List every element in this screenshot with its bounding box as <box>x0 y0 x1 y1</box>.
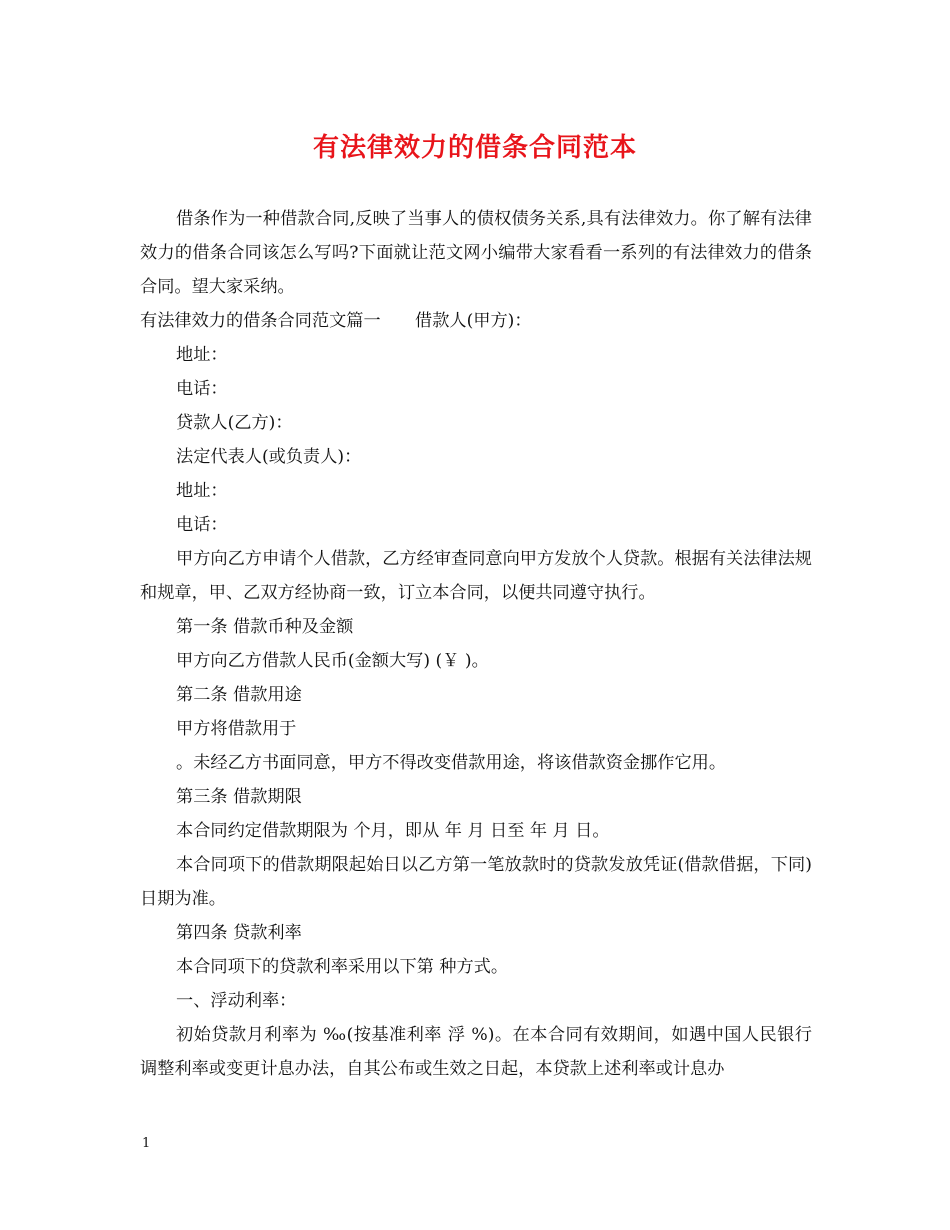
page-number: 1 <box>142 1136 151 1151</box>
lender-name: 贷款人(乙方)： <box>176 413 293 433</box>
article-3-text-2: 本合同项下的借款期限起始日以乙方第一笔放款时的贷款发放凭证(借款借据，下同)日期为准。 <box>140 855 812 909</box>
article-4-text-2: 初始贷款月利率为 ‰(按基准利率 浮 %)。在本合同有效期间，如遇中国人民银行调整利率或变更计息办法，自其公布或生效之日起，本贷款上述利率或计息办 <box>140 1025 812 1079</box>
article-4-title: 第四条 贷款利率 <box>176 923 302 943</box>
article-2-text-1: 甲方将借款用于 <box>176 719 297 739</box>
document-body <box>140 202 812 1086</box>
section-heading: 有法律效力的借条合同范文篇一 借款人(甲方)： <box>140 311 532 331</box>
borrower-address: 地址： <box>176 345 228 365</box>
article-2-text-2: 。未经乙方书面同意，甲方不得改变借款用途，将该借款资金挪作它用。 <box>176 753 727 773</box>
legal-representative: 法定代表人(或负责人)： <box>176 447 362 467</box>
intro-paragraph: 借条作为一种借款合同,反映了当事人的债权债务关系,具有法律效力。你了解有法律效力的借条合同该怎么写吗?下面就让范文网小编带大家看看一系列的有法律效力的借条合同。望大家采纳。 <box>140 209 812 297</box>
lender-address: 地址： <box>176 481 228 501</box>
lender-phone: 电话： <box>176 515 228 535</box>
document-title: 有法律效力的借条合同范本 <box>312 133 637 163</box>
article-3-title: 第三条 借款期限 <box>176 787 302 807</box>
article-2-title: 第二条 借款用途 <box>176 685 302 705</box>
article-1-title: 第一条 借款币种及金额 <box>176 617 354 637</box>
article-1-text: 甲方向乙方借款人民币(金额大写) (￥ )。 <box>176 651 489 671</box>
article-4-text-1: 本合同项下的贷款利率采用以下第 种方式。 <box>176 957 509 977</box>
article-3-text-1: 本合同约定借款期限为 个月，即从 年 月 日至 年 月 日。 <box>176 821 610 841</box>
article-4-subheading: 一、浮动利率： <box>176 991 297 1011</box>
borrower-phone: 电话： <box>176 379 228 399</box>
application-paragraph: 甲方向乙方申请个人借款，乙方经审查同意向甲方发放个人贷款。根据有关法律法规和规章，甲、乙双方经协商一致，订立本合同，以便共同遵守执行。 <box>140 549 812 603</box>
